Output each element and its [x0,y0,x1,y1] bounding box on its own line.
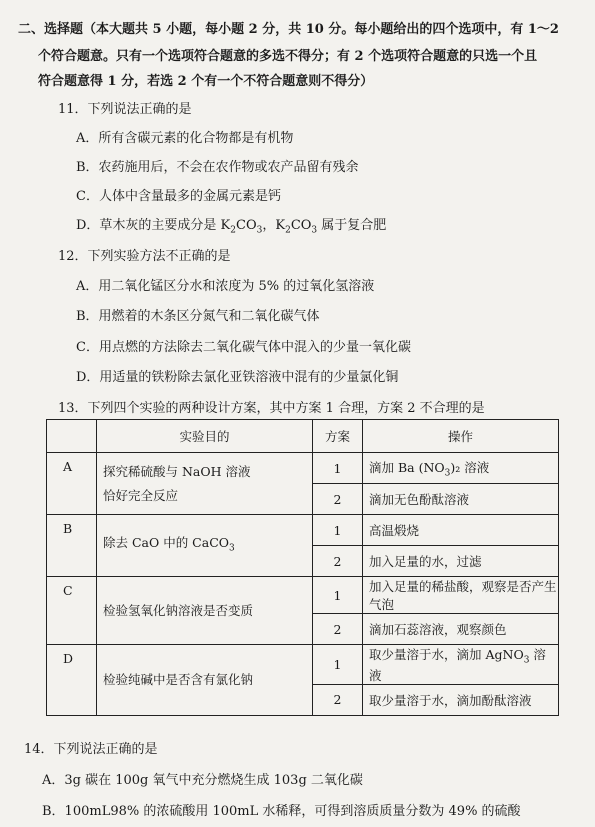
table-header-purpose: 实验目的 [97,420,313,453]
plan-number: 2 [313,684,363,715]
row-d-purpose: 检验纯碱中是否含有氯化钠 [97,645,313,716]
purpose-line: 探究稀硫酸与 NaOH 溶液 [103,463,251,479]
q11-stem: 11．下列说法正确的是 [58,102,192,117]
operation-text: 取少量溶于水，滴加 AgNO [369,647,524,662]
q13-stem: 13．下列四个实验的两种设计方案，其中方案 1 合理，方案 2 不合理的是 [58,401,485,416]
table-row [47,515,559,546]
subscript: 3 [444,468,451,479]
operation-cell [363,453,559,484]
plan-number: 2 [313,614,363,645]
q11-d-text: 属于复合肥 [317,218,387,233]
operation-cell: 加入足量的稀盐酸，观察是否产生气泡 [363,577,559,614]
plan-number: 2 [313,484,363,515]
table-header-operation: 操作 [363,420,559,453]
operation-cell: 高温煅烧 [363,515,559,546]
operation-text: 溶液 [369,647,546,683]
q11-option-b: B．农药施用后，不会在农作物或农产品留有残余 [76,160,359,175]
q12-stem: 12．下列实验方法不正确的是 [58,249,231,264]
row-b-purpose [97,515,313,577]
operation-cell: 滴加石蕊溶液，观察颜色 [363,614,559,645]
row-label-a: A [47,453,97,515]
q11-d-text: ，K [262,218,286,233]
plan-number: 2 [313,546,363,577]
section-intro-line3: 符合题意得 1 分，若选 2 个有一个不符合题意则不得分） [38,74,374,89]
section-title: 二、选择题 [18,22,84,37]
section-intro-line2: 个符合题意。只有一个选项符合题意的多选不得分；有 2 个选项符合题意的只选一个且 [38,49,538,64]
q11-option-d [76,214,386,236]
plan-number: 1 [313,577,363,614]
q12-option-b: B．用燃着的木条区分氮气和二氧化碳气体 [76,309,320,324]
subscript: 3 [311,225,318,236]
operation-cell: 取少量溶于水，滴加酚酞溶液 [363,684,559,715]
section-heading [18,18,559,37]
q11-d-text: CO [290,218,312,233]
row-label-b: B [47,515,97,577]
q11-d-text: CO [236,218,257,233]
row-c-purpose: 检验氢氧化钠溶液是否变质 [97,577,313,645]
section-intro-line1: （本大题共 5 小题，每小题 2 分，共 10 分。每小题给出的四个选项中，有 1～2 [83,22,559,37]
table-header-row [47,420,559,453]
subscript: 3 [229,543,235,554]
q14-option-a: A．3g 碳在 100g 氧气中充分燃烧生成 103g 二氧化碳 [42,773,363,788]
q11-d-text: D．草木灰的主要成分是 K [76,218,231,233]
subscript: 2 [285,225,291,236]
table-row [47,453,559,484]
subscript: 3 [523,655,530,666]
operation-cell: 滴加无色酚酞溶液 [363,484,559,515]
q13-experiment-table [46,419,559,716]
q12-option-d: D．用适量的铁粉除去氯化亚铁溶液中混有的少量氯化铜 [76,370,399,385]
operation-text: 滴加 Ba (NO [369,459,445,475]
plan-number: 1 [313,645,363,685]
purpose-text: 除去 CaO 中的 CaCO [103,534,230,550]
row-a-purpose [97,453,313,515]
table-row [47,645,559,685]
q14-option-b: B．100mL98% 的浓硫酸用 100mL 水稀释，可得到溶质质量分数为 49% 的硫酸 [42,804,521,819]
q14-stem: 14．下列说法正确的是 [24,742,158,757]
row-label-d: D [47,645,97,716]
plan-number: 1 [313,515,363,546]
operation-text: )₂ 溶液 [450,459,490,475]
operation-cell: 加入足量的水，过滤 [363,546,559,577]
subscript: 3 [256,225,263,236]
table-row [47,577,559,614]
plan-number: 1 [313,453,363,484]
operation-cell [363,645,559,685]
q11-option-c: C．人体中含量最多的金属元素是钙 [76,189,281,204]
q12-option-c: C．用点燃的方法除去二氧化碳气体中混入的少量一氧化碳 [76,340,411,355]
row-label-c: C [47,577,97,645]
q12-option-a: A．用二氧化锰区分水和浓度为 5% 的过氧化氢溶液 [76,279,375,294]
table-header-plan: 方案 [313,420,363,453]
subscript: 2 [230,225,237,236]
purpose-line: 恰好完全反应 [103,487,179,503]
q11-option-a: A．所有含碳元素的化合物都是有机物 [76,131,294,146]
table-header-blank [47,420,97,453]
